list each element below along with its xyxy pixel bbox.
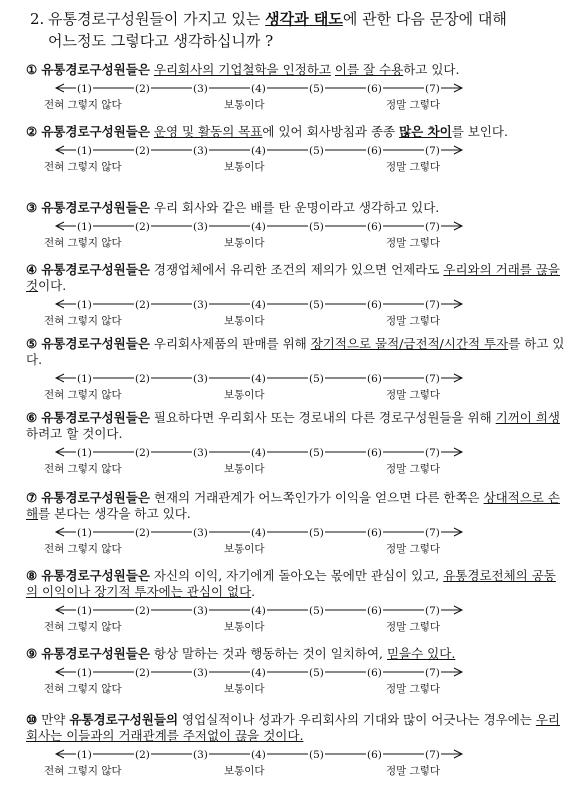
question-line-2: 어느정도 그렇다고 생각하십니까 ? [48, 32, 274, 50]
scale-point-2[interactable]: (2) [135, 605, 150, 617]
survey-item [26, 336, 566, 401]
scale-line [26, 525, 566, 539]
item-number: ⑥ [26, 410, 38, 425]
item-number: ④ [26, 262, 38, 277]
scale-point-7[interactable]: (7) [425, 221, 440, 233]
scale-point-4[interactable]: (4) [251, 749, 266, 761]
scale-label-right: 정말 그렇다 [386, 99, 441, 111]
scale-label-right: 정말 그렇다 [386, 543, 441, 555]
rating-scale [26, 603, 566, 633]
scale-label-left: 전혀 그렇지 않다 [44, 161, 122, 173]
scale-label-left: 전혀 그렇지 않다 [44, 389, 122, 401]
scale-point-4[interactable]: (4) [251, 667, 266, 679]
item-statement: ⑦ 유통경로구성원들은 현재의 거래관계가 어느쪽인가가 이익을 얻으면 다른 한쪽은 상대적으로 손해를 본다는 생각을 하고 있다. [26, 490, 561, 521]
item-statement: ⑩ 만약 유통경로구성원들의 영업실적이나 성과가 우리회사의 기대와 많이 어긋나는 경우에는 우리회사는 이들과의 거래관계를 주저없이 끊을 것이다. [26, 712, 561, 743]
emphasis-text: 생각과 태도 [265, 10, 343, 28]
survey-item [26, 646, 566, 695]
scale-point-6[interactable]: (6) [367, 749, 382, 761]
scale-line [26, 143, 566, 157]
scale-line [26, 81, 566, 95]
scale-point-3[interactable]: (3) [193, 749, 208, 761]
scale-label-right: 정말 그렇다 [386, 315, 441, 327]
scale-label-right: 정말 그렇다 [386, 237, 441, 249]
scale-label-right: 정말 그렇다 [386, 161, 441, 173]
item-statement: ② 유통경로구성원들은 운영 및 활동의 목표에 있어 회사방침과 종종 많은 차이를 보인다. [26, 124, 508, 139]
scale-point-4[interactable]: (4) [251, 299, 266, 311]
survey-item [26, 62, 566, 111]
rating-scale [26, 297, 566, 327]
scale-point-4[interactable]: (4) [251, 373, 266, 385]
rating-scale [26, 445, 566, 475]
item-statement: ① 유통경로구성원들은 우리회사의 기업철학을 인정하고 이를 잘 수용하고 있다. [26, 62, 460, 77]
scale-point-7[interactable]: (7) [425, 527, 440, 539]
scale-point-6[interactable]: (6) [367, 145, 382, 157]
scale-point-7[interactable]: (7) [425, 373, 440, 385]
item-subject: 유통경로구성원들은 [41, 490, 150, 505]
item-subject: 유통경로구성원들은 [41, 200, 150, 215]
scale-point-1[interactable]: (1) [77, 447, 92, 459]
survey-item [26, 200, 566, 249]
scale-point-4[interactable]: (4) [251, 605, 266, 617]
scale-line [26, 747, 566, 761]
scale-label-left: 전혀 그렇지 않다 [44, 543, 122, 555]
scale-point-5[interactable]: (5) [309, 145, 324, 157]
item-subject: 유통경로구성원들은 [41, 568, 150, 583]
scale-point-1[interactable]: (1) [77, 83, 92, 95]
scale-label-right: 정말 그렇다 [386, 389, 441, 401]
scale-point-6[interactable]: (6) [367, 527, 382, 539]
scale-line [26, 665, 566, 679]
scale-label-right: 정말 그렇다 [386, 683, 441, 695]
rating-scale [26, 371, 566, 401]
item-statement: ⑤ 유통경로구성원들은 우리회사제품의 판매를 위해 장기적으로 물적/금전적/시간적 투자를 하고 있다. [26, 336, 565, 367]
scale-point-5[interactable]: (5) [309, 749, 324, 761]
scale-point-3[interactable]: (3) [193, 373, 208, 385]
item-subject: 유통경로구성원들은 [41, 62, 150, 77]
scale-point-7[interactable]: (7) [425, 749, 440, 761]
item-statement: ⑧ 유통경로구성원들은 자신의 이익, 자기에게 돌아오는 몫에만 관심이 있고, 유통경로전체의 공동의 이익이나 장기적 투자에는 관심이 없다. [26, 568, 556, 599]
scale-point-7[interactable]: (7) [425, 667, 440, 679]
survey-item [26, 712, 566, 777]
item-number: ② [26, 124, 38, 139]
scale-point-5[interactable]: (5) [309, 221, 324, 233]
scale-point-6[interactable]: (6) [367, 299, 382, 311]
item-statement: ⑨ 유통경로구성원들은 항상 말하는 것과 행동하는 것이 일치하여, 믿을수 있다. [26, 646, 456, 661]
question-line-1: 2. 유통경로구성원들이 가지고 있는 생각과 태도에 관한 다음 문장에 대해 [30, 10, 507, 28]
scale-point-1[interactable]: (1) [77, 299, 92, 311]
scale-point-3[interactable]: (3) [193, 83, 208, 95]
scale-point-7[interactable]: (7) [425, 83, 440, 95]
scale-label-mid: 보통이다 [224, 161, 265, 173]
scale-label-mid: 보통이다 [224, 621, 265, 633]
scale-line [26, 297, 566, 311]
scale-point-5[interactable]: (5) [309, 299, 324, 311]
item-number: ⑧ [26, 568, 38, 583]
scale-point-5[interactable]: (5) [309, 83, 324, 95]
scale-point-2[interactable]: (2) [135, 527, 150, 539]
scale-point-5[interactable]: (5) [309, 605, 324, 617]
scale-point-4[interactable]: (4) [251, 83, 266, 95]
rating-scale [26, 525, 566, 555]
scale-line [26, 219, 566, 233]
question-number: 2. [30, 10, 45, 28]
item-number: ③ [26, 200, 38, 215]
rating-scale [26, 219, 566, 249]
scale-label-right: 정말 그렇다 [386, 621, 441, 633]
rating-scale [26, 143, 566, 173]
scale-point-7[interactable]: (7) [425, 605, 440, 617]
scale-point-1[interactable]: (1) [77, 667, 92, 679]
scale-point-2[interactable]: (2) [135, 299, 150, 311]
scale-point-1[interactable]: (1) [77, 373, 92, 385]
scale-point-7[interactable]: (7) [425, 447, 440, 459]
item-subject: 유통경로구성원들은 [41, 124, 150, 139]
scale-label-mid: 보통이다 [224, 315, 265, 327]
scale-point-2[interactable]: (2) [135, 83, 150, 95]
survey-item [26, 262, 566, 327]
scale-label-mid: 보통이다 [224, 463, 265, 475]
scale-label-right: 정말 그렇다 [386, 463, 441, 475]
scale-label-mid: 보통이다 [224, 765, 265, 777]
scale-point-4[interactable]: (4) [251, 221, 266, 233]
scale-point-2[interactable]: (2) [135, 145, 150, 157]
scale-point-7[interactable]: (7) [425, 299, 440, 311]
item-number: ① [26, 62, 38, 77]
rating-scale [26, 747, 566, 777]
survey-item [26, 124, 566, 173]
scale-label-right: 정말 그렇다 [386, 765, 441, 777]
question-header [30, 8, 560, 52]
scale-point-5[interactable]: (5) [309, 373, 324, 385]
scale-point-6[interactable]: (6) [367, 447, 382, 459]
scale-point-6[interactable]: (6) [367, 667, 382, 679]
item-statement: ⑥ 유통경로구성원들은 필요하다면 우리회사 또는 경로내의 다른 경로구성원들을 위해 기꺼이 희생하려고 할 것이다. [26, 410, 561, 441]
item-subject: 유통경로구성원들은 [41, 336, 150, 351]
item-statement: ④ 유통경로구성원들은 경쟁업체에서 유리한 조건의 제의가 있으면 언제라도 우리와의 거래를 끊을 것이다. [26, 262, 560, 293]
scale-label-left: 전혀 그렇지 않다 [44, 99, 122, 111]
scale-point-2[interactable]: (2) [135, 667, 150, 679]
scale-point-1[interactable]: (1) [77, 605, 92, 617]
scale-line [26, 445, 566, 459]
item-subject: 유통경로구성원들은 [41, 646, 150, 661]
scale-point-3[interactable]: (3) [193, 221, 208, 233]
item-subject: 유통경로구성원들은 [41, 410, 150, 425]
scale-label-left: 전혀 그렇지 않다 [44, 237, 122, 249]
scale-point-2[interactable]: (2) [135, 447, 150, 459]
scale-point-2[interactable]: (2) [135, 221, 150, 233]
item-number: ⑨ [26, 646, 38, 661]
survey-item [26, 568, 566, 633]
scale-label-mid: 보통이다 [224, 543, 265, 555]
scale-point-7[interactable]: (7) [425, 145, 440, 157]
item-number: ⑦ [26, 490, 38, 505]
scale-point-1[interactable]: (1) [77, 221, 92, 233]
item-subject: 유통경로구성원들의 [69, 712, 179, 727]
scale-line [26, 603, 566, 617]
scale-point-3[interactable]: (3) [193, 447, 208, 459]
scale-point-5[interactable]: (5) [309, 447, 324, 459]
scale-point-5[interactable]: (5) [309, 667, 324, 679]
rating-scale [26, 665, 566, 695]
scale-point-3[interactable]: (3) [193, 605, 208, 617]
item-number: ⑤ [26, 336, 38, 351]
scale-label-mid: 보통이다 [224, 389, 265, 401]
scale-label-mid: 보통이다 [224, 683, 265, 695]
scale-point-6[interactable]: (6) [367, 373, 382, 385]
scale-label-left: 전혀 그렇지 않다 [44, 463, 122, 475]
scale-label-left: 전혀 그렇지 않다 [44, 765, 122, 777]
scale-point-2[interactable]: (2) [135, 373, 150, 385]
scale-label-left: 전혀 그렇지 않다 [44, 621, 122, 633]
scale-label-mid: 보통이다 [224, 99, 265, 111]
item-subject: 유통경로구성원들은 [41, 262, 150, 277]
scale-point-1[interactable]: (1) [77, 527, 92, 539]
scale-point-6[interactable]: (6) [367, 605, 382, 617]
scale-point-3[interactable]: (3) [193, 527, 208, 539]
scale-point-3[interactable]: (3) [193, 667, 208, 679]
item-number: ⑩ [26, 712, 38, 727]
scale-line [26, 371, 566, 385]
survey-item [26, 490, 566, 555]
scale-point-1[interactable]: (1) [77, 749, 92, 761]
scale-point-4[interactable]: (4) [251, 527, 266, 539]
scale-point-1[interactable]: (1) [77, 145, 92, 157]
scale-label-mid: 보통이다 [224, 237, 265, 249]
scale-label-left: 전혀 그렇지 않다 [44, 683, 122, 695]
rating-scale [26, 81, 566, 111]
scale-point-2[interactable]: (2) [135, 749, 150, 761]
scale-label-left: 전혀 그렇지 않다 [44, 315, 122, 327]
scale-point-3[interactable]: (3) [193, 299, 208, 311]
item-statement: ③ 유통경로구성원들은 우리 회사와 같은 배를 탄 운명이라고 생각하고 있다. [26, 200, 440, 215]
survey-item [26, 410, 566, 475]
scale-point-4[interactable]: (4) [251, 447, 266, 459]
scale-point-4[interactable]: (4) [251, 145, 266, 157]
scale-point-6[interactable]: (6) [367, 221, 382, 233]
scale-point-5[interactable]: (5) [309, 527, 324, 539]
scale-point-3[interactable]: (3) [193, 145, 208, 157]
scale-point-6[interactable]: (6) [367, 83, 382, 95]
